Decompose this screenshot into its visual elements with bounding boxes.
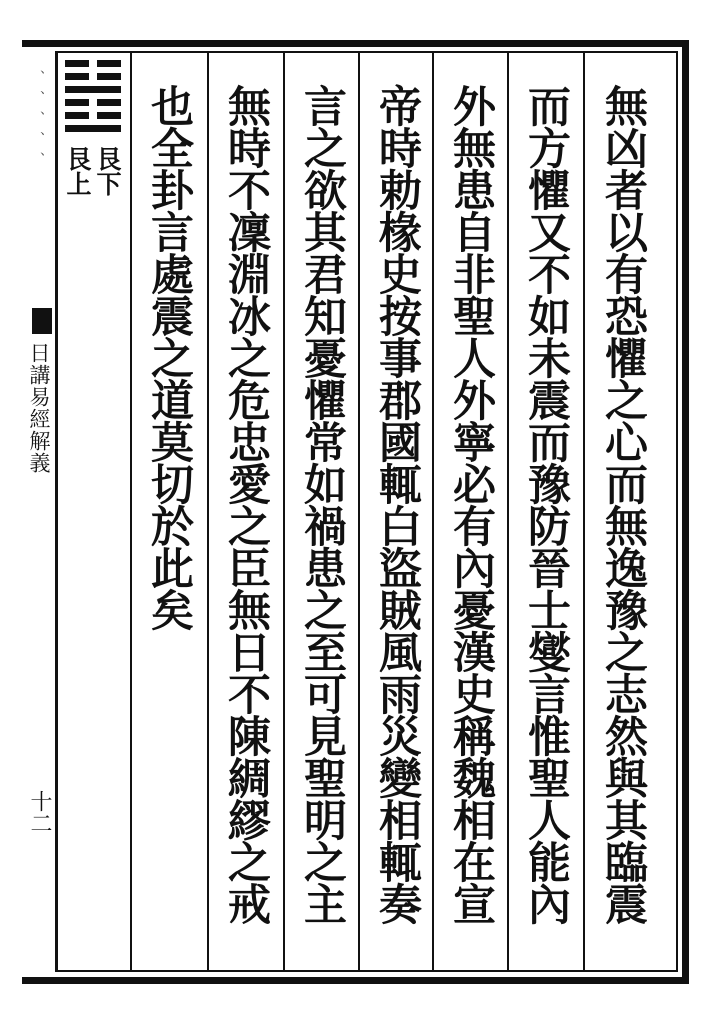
text-column: 外無患自非聖人外寧必有內憂漢史稱魏相在宣 [446,84,496,924]
column-rule [207,53,209,970]
column-rule [130,53,132,970]
text-column: 無時不凜淵冰之危忠愛之臣無日不陳綢繆之戒 [221,84,271,924]
frame-inner-bottom [58,970,678,972]
hexagram-broken-line [65,60,121,67]
frame-border-right [682,40,689,984]
column-rule [432,53,434,970]
margin-strip [22,47,55,977]
frame-border-top [22,40,689,47]
text-column: 而方懼又不如未震而豫防晉士燮言惟聖人能內 [521,84,571,924]
column-rule [358,53,360,970]
text-column: 言之欲其君知憂懼常如禍患之至可見聖明之主 [297,84,347,924]
hexagram-broken-line [65,73,121,80]
trigram-label-lower: 艮下 [93,146,122,196]
margin-book-title: 日講易經解義 [27,342,51,474]
hexagram-solid-line [65,86,121,93]
column-rule [283,53,285,970]
margin-dots: 、、、、、 [29,70,44,179]
text-column: 無凶者以有恐懼之心而無逸豫之志然與其臨震 [598,84,648,924]
trigram-label-upper: 艮上 [63,146,92,196]
hexagram-broken-line [65,99,121,106]
fish-tail-mark [32,308,52,334]
text-column: 也全卦言處震之道莫切於此矣 [144,84,194,630]
frame-inner-top [58,51,678,53]
frame-inner-right [676,51,678,972]
frame-border-left [55,51,58,972]
margin-page-number: 十二 [27,790,52,834]
hexagram-solid-line [65,125,121,132]
text-column: 帝時勅椽史按事郡國輒白盜賊風雨災變相輒奏 [372,84,422,924]
hexagram-broken-line [65,112,121,119]
frame-border-bottom [22,977,689,984]
column-rule [583,53,585,970]
hexagram-gen-symbol [65,60,121,138]
column-rule [507,53,509,970]
